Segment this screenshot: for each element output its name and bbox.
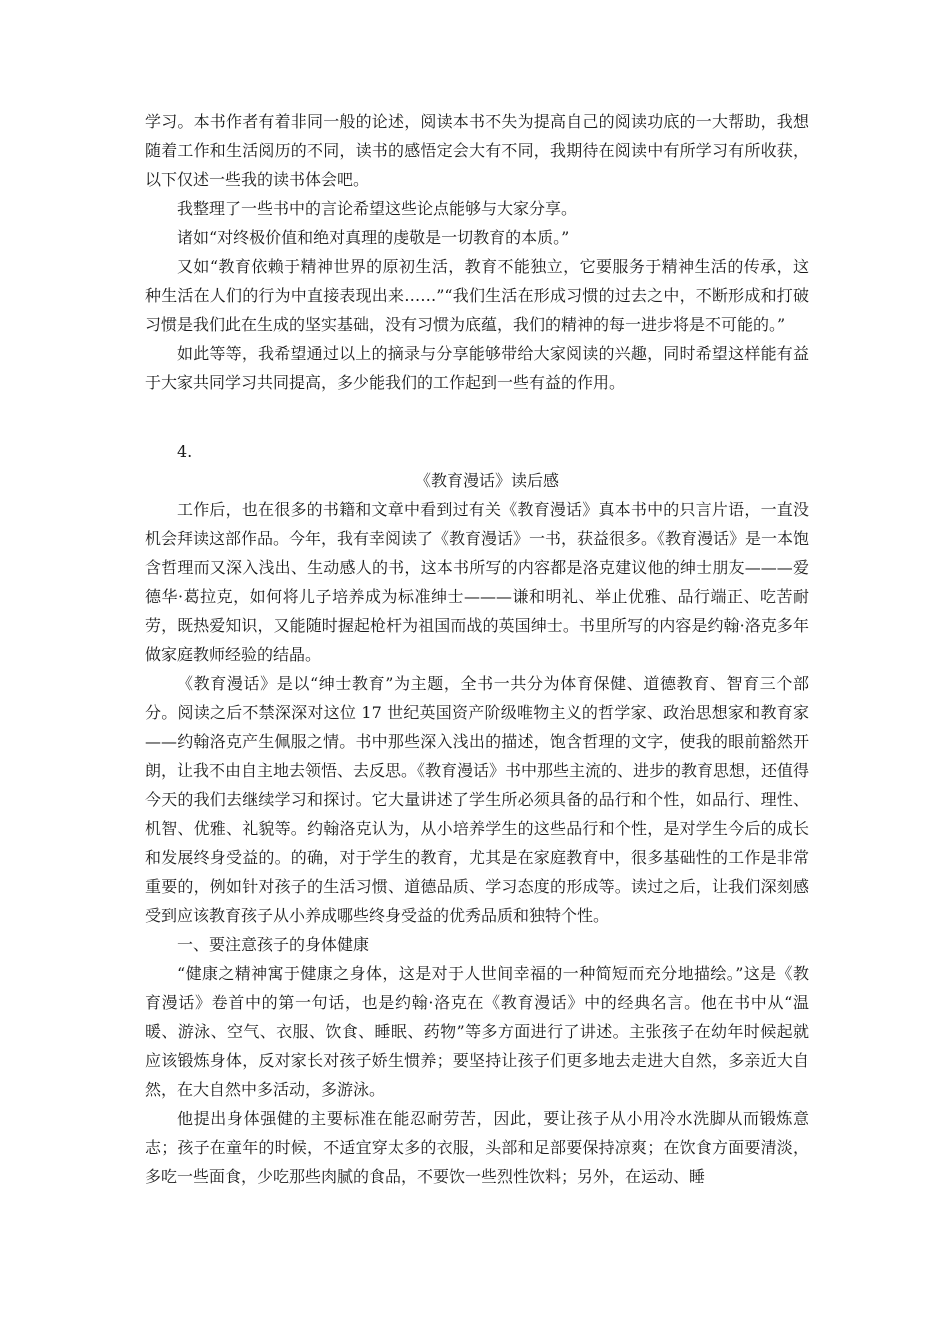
body-paragraph-1: 工作后，也在很多的书籍和文章中看到过有关《教育漫话》真本书中的只言片语，一直没机会拜读这部作品。今年，我有幸阅读了《教育漫话》一书，获益很多。《教育漫话》是一本饱含哲理而又深入浅出、生动感人的书，这本书所写的内容都是洛克建议他的绅士朋友———爱德华·葛拉克，如何将儿子培养成为标准绅士———谦和明礼、举止优雅、品行端正、吃苦耐劳，既热爱知识，又能随时握起枪杆为祖国而战的英国绅士。书里所写的内容是约翰·洛克多年做家庭教师经验的结晶。 — [145, 500, 810, 664]
intro-paragraph-5: 如此等等，我希望通过以上的摘录与分享能够带给大家阅读的兴趣，同时希望这样能有益于大家共同学习共同提高，多少能我们的工作起到一些有益的作用。 — [145, 344, 809, 392]
section-number: 4. — [177, 442, 193, 461]
body-paragraph-4: 他提出身体强健的主要标准在能忍耐劳苦，因此，要让孩子从小用冷水洗脚从而锻炼意志；孩子在童年的时候，不适宜穿太多的衣服，头部和足部要保持凉爽；在饮食方面要清淡，多吃一些面食，少吃那些肉腻的食品，不要饮一些烈性饮料；另外，在运动、睡 — [145, 1109, 809, 1186]
body-paragraph-3: “健康之精神寓于健康之身体，这是对于人世间幸福的一种简短而充分地描绘。”这是《教育漫话》卷首中的第一句话，也是约翰·洛克在《教育漫话》中的经典名言。他在书中从“温暖、游泳、空气、衣服、饮食、睡眠、药物”等多方面进行了讲述。主张孩子在幼年时候起就应该锻炼身体，反对家长对孩子娇生惯养；要坚持让孩子们更多地去走进大自然，多亲近大自然，在大自然中多活动，多游泳。 — [145, 964, 809, 1099]
section-title: 《教育漫话》读后感 — [415, 471, 560, 490]
intro-paragraph-3: 诸如“对终极价值和绝对真理的虔敬是一切教育的本质。” — [177, 228, 570, 247]
intro-paragraph-4: 又如“教育依赖于精神世界的原初生活，教育不能独立，它要服务于精神生活的传承，这种生活在人们的行为中直接表现出来……”“我们生活在形成习惯的过去之中，不断形成和打破习惯是我们此在生成的坚实基础，没有习惯为底蕴，我们的精神的每一进步将是不可能的。” — [145, 257, 809, 334]
body-paragraph-2: 《教育漫话》是以“绅士教育”为主题，全书一共分为体育保健、道德教育、智育三个部分。阅读之后不禁深深对这位 17 世纪英国资产阶级唯物主义的哲学家、政治思想家和教育家——约翰洛克产生佩服之情。书中那些深入浅出的描述，饱含哲理的文字，使我的眼前豁然开朗，让我不由自主地去领悟、去反思。《教育漫话》书中那些主流的、进步的教育思想，还值得今天的我们去继续学习和探讨。它大量讲述了学生所必须具备的品行和个性，如品行、理性、机智、优雅、礼貌等。约翰洛克认为，从小培养学生的这些品行和个性，是对学生今后的成长和发展终身受益的。的确，对于学生的教育，尤其是在家庭教育中，很多基础性的工作是非常重要的，例如针对孩子的生活习惯、道德品质、学习态度的形成等。读过之后，让我们深刻感受到应该教育孩子从小养成哪些终身受益的优秀品质和独特个性。 — [145, 674, 810, 925]
subheading-physical-health: 一、要注意孩子的身体健康 — [177, 935, 370, 954]
intro-paragraph-1: 学习。本书作者有着非同一般的论述，阅读本书不失为提高自己的阅读功底的一大帮助，我想随着工作和生活阅历的不同，读书的感悟定会大有不同，我期待在阅读中有所学习有所收获，以下仅述一些我的读书体会吧。 — [145, 112, 809, 189]
document-page — [145, 107, 809, 1191]
intro-paragraph-2: 我整理了一些书中的言论希望这些论点能够与大家分享。 — [177, 199, 578, 218]
